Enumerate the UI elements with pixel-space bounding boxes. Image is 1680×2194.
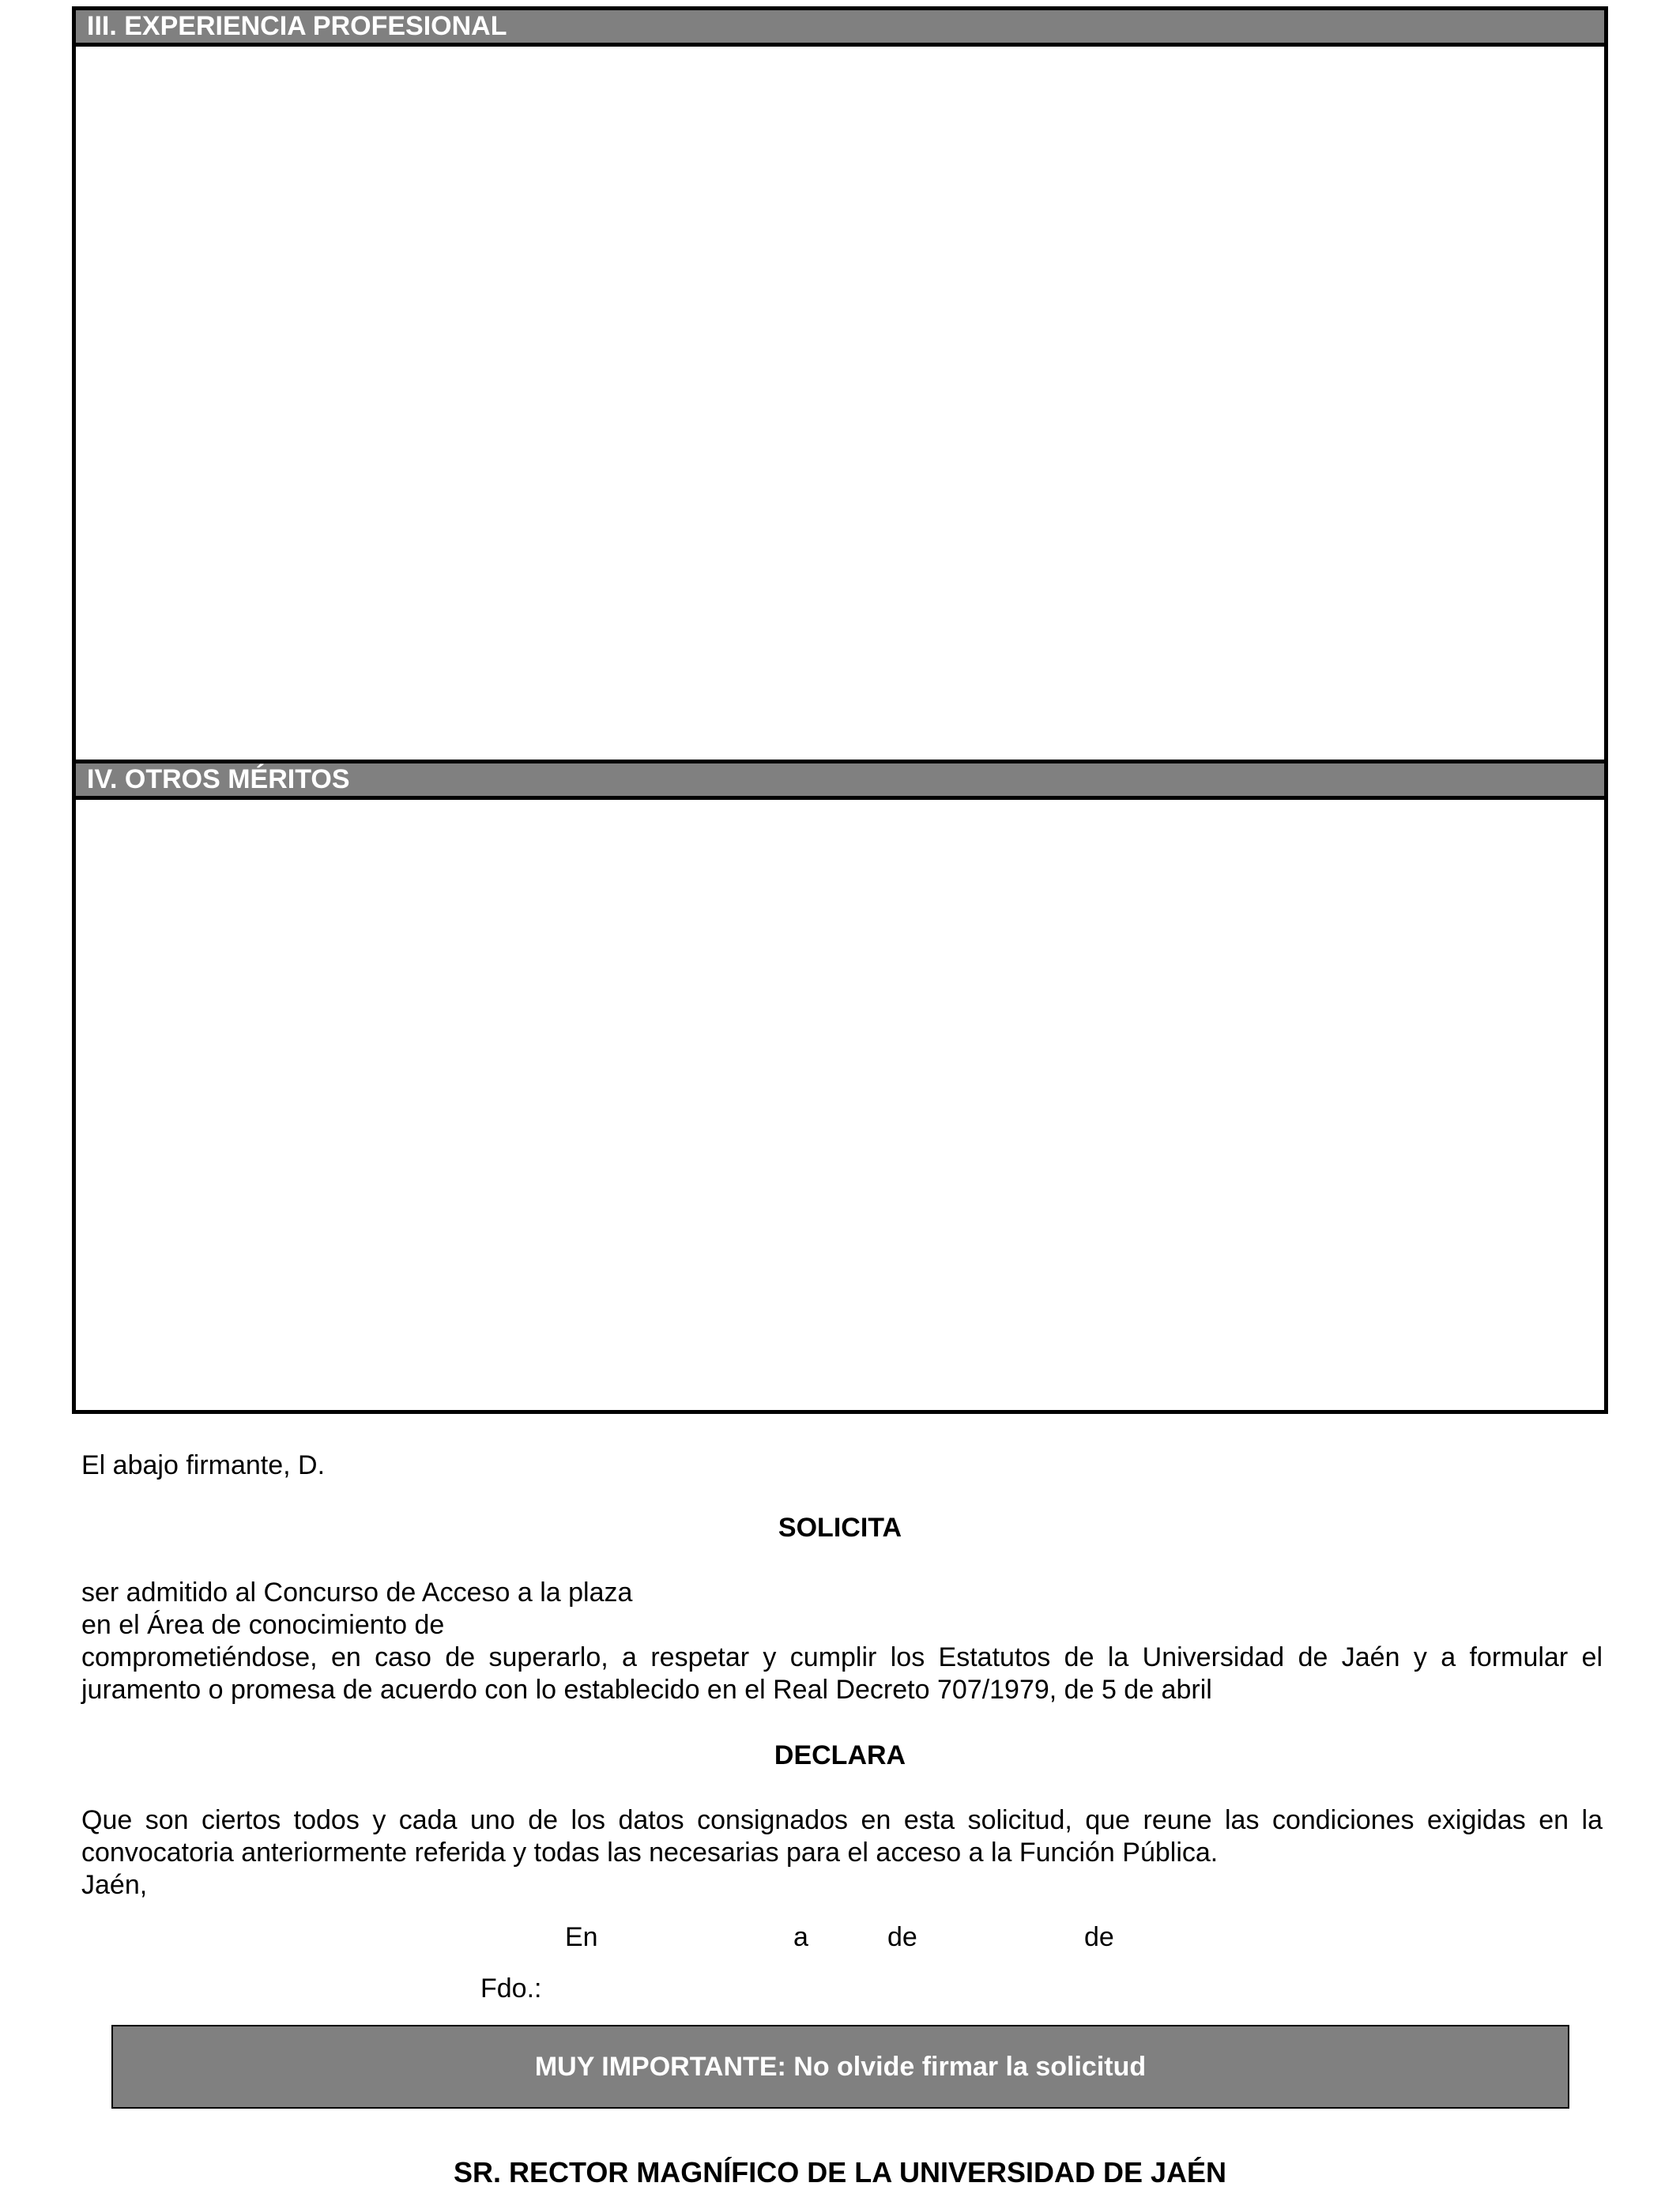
solicita-line-3: comprometiéndose, en caso de superarlo, a respetar y cumplir los Estatutos de la Universidad de Jaén y a formular el [81,1642,1603,1672]
city-line: Jaén, [81,1870,148,1900]
date-de-2: de [1084,1922,1114,1952]
section-experiencia-profesional [72,6,1608,763]
declara-heading: DECLARA [774,1740,906,1770]
solicita-heading: SOLICITA [778,1513,902,1543]
important-warning-banner: MUY IMPORTANTE: No olvide firmar la solicitud [111,2025,1569,2109]
otros-meritos-field[interactable] [76,800,1604,1410]
section-header-otros-meritos: IV. OTROS MÉRITOS [76,763,1604,800]
date-en: En [565,1922,598,1952]
declara-line-1: Que son ciertos todos y cada uno de los datos consignados en esta solicitud, que reune las condiciones exigidas en la [81,1805,1603,1835]
fdo-label: Fdo.: [480,1973,542,2004]
date-de-1: de [887,1922,917,1952]
section-otros-meritos [72,760,1608,1414]
signer-line: El abajo firmante, D. [81,1450,326,1480]
solicita-line-2: en el Área de conocimiento de [81,1610,445,1640]
section-header-experiencia: III. EXPERIENCIA PROFESIONAL [76,10,1604,47]
solicita-line-1: ser admitido al Concurso de Acceso a la plaza [81,1578,633,1608]
experiencia-profesional-field[interactable] [76,47,1604,760]
solicita-line-4: juramento o promesa de acuerdo con lo establecido en el Real Decreto 707/1979, de 5 de abril [81,1675,1212,1705]
addressee-line: SR. RECTOR MAGNÍFICO DE LA UNIVERSIDAD DE JAÉN [453,2156,1227,2188]
declara-line-2: convocatoria anteriormente referida y todas las necesarias para el acceso a la Función Pública. [81,1838,1219,1868]
date-a: a [793,1922,808,1952]
